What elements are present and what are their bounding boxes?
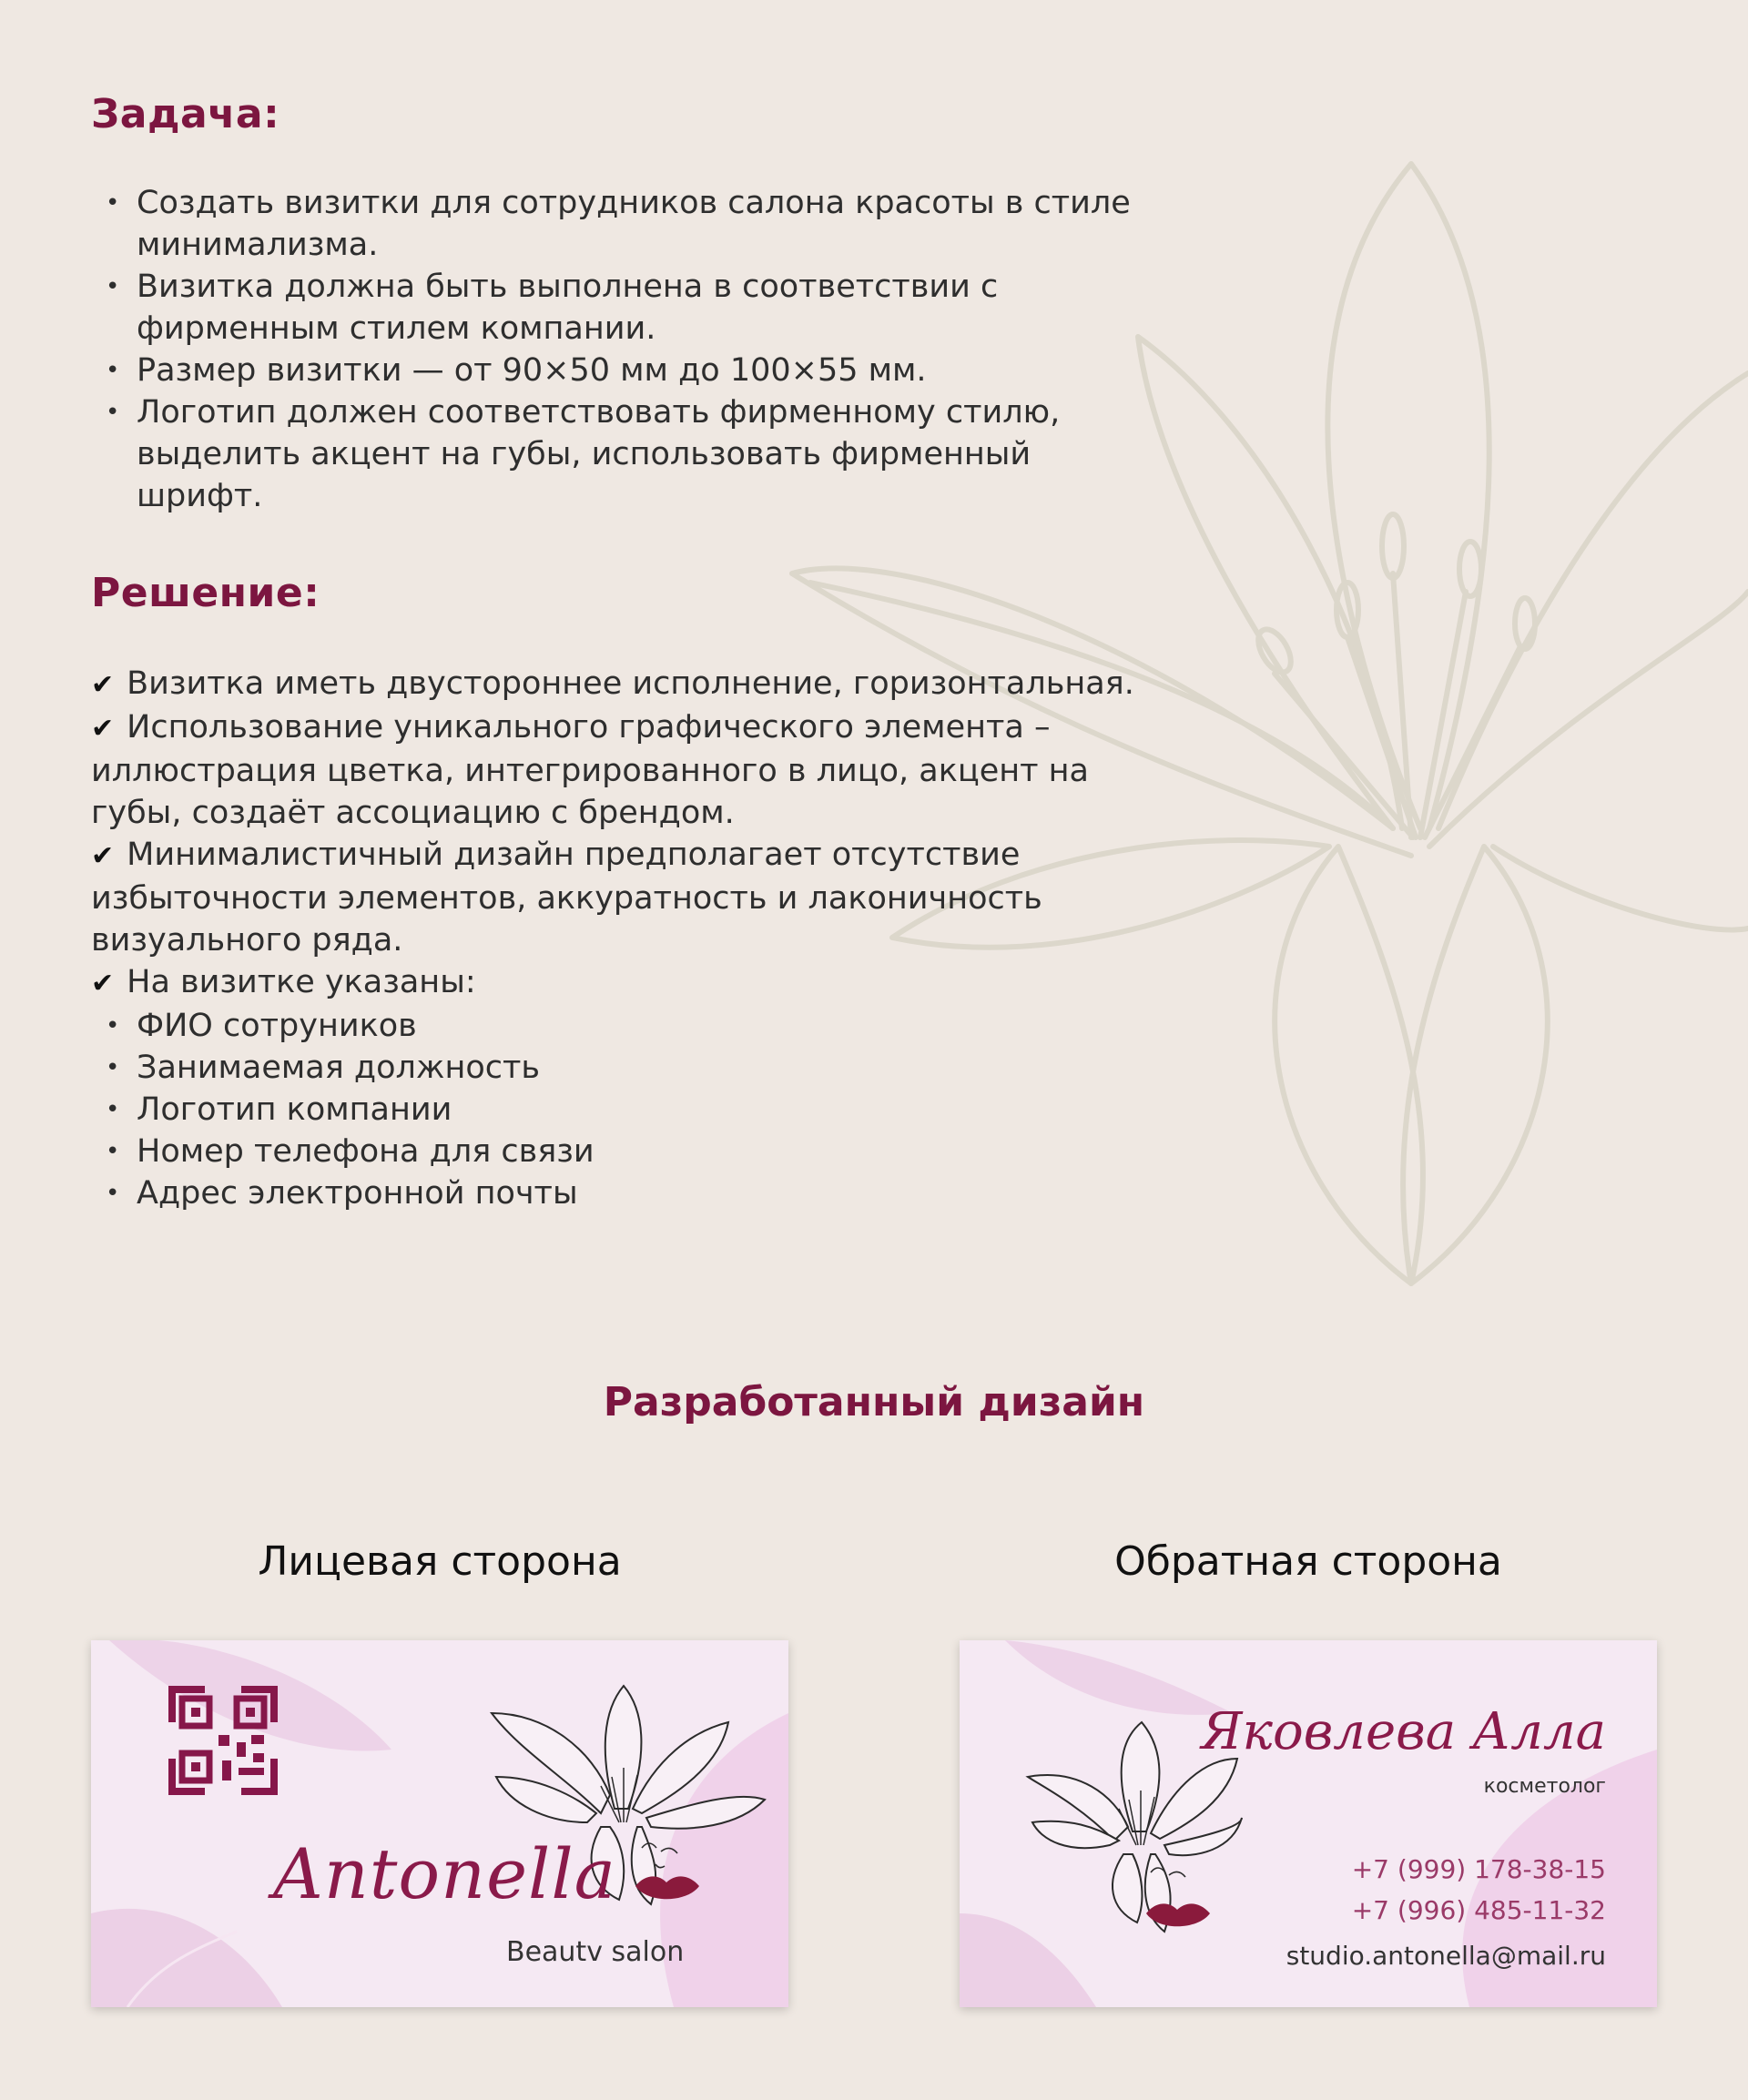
checkmark-icon: ✔ [91,713,115,745]
employee-role: косметолог [1483,1775,1606,1798]
solution-bullet: • Адрес электронной почты [91,1172,1147,1214]
phone-number-2: +7 (996) 485-11-32 [1351,1895,1606,1925]
task-item: • Логотип должен соответствовать фирменному стилю, выделить акцент на губы, использовать фирменный шрифт. [91,391,1147,517]
checkmark-icon: ✔ [91,840,115,872]
solution-bullet-list [91,1005,1147,1214]
brand-name: Antonella [273,1833,616,1914]
task-list [91,182,1147,517]
phone-number-1: +7 (999) 178-38-15 [1351,1854,1606,1884]
task-item: • Размер визитки — от 90×50 мм до 100×55 мм. [91,350,1147,391]
employee-name: Яковлева Алла [1201,1702,1606,1761]
solution-check-text: Использование уникального графического элемента – иллюстрация цветка, интегрированного в лицо, акцент на губы, создаёт ассоциацию с брендом. [91,709,1089,831]
brand-subtitle: Beautv salon [506,1936,685,1968]
solution-check-item [91,663,1147,706]
business-card-front [91,1640,788,2007]
business-card-back [960,1640,1657,2007]
task-list-block [91,182,1147,517]
solution-check-item [91,834,1147,961]
solution-block [91,663,1147,1214]
task-item: • Создать визитки для сотрудников салона красоты в стиле минимализма. [91,182,1147,266]
solution-bullet: • Номер телефона для связи [91,1131,1147,1172]
solution-check-text: Минималистичный дизайн предполагает отсутствие избыточности элементов, аккуратность и лаконичность визуального ряда. [91,837,1042,959]
front-side-label: Лицевая сторона [258,1538,622,1585]
solution-heading: Решение: [91,570,320,616]
checkmark-icon: ✔ [91,669,115,701]
solution-check-item [91,706,1147,834]
solution-check-text: Визитка иметь двустороннее исполнение, горизонтальная. [127,665,1134,702]
solution-check-text: На визитке указаны: [127,964,476,1000]
email-address: studio.antonella@mail.ru [1286,1941,1606,1971]
solution-check-item [91,961,1147,1005]
solution-bullet: • Логотип компании [91,1089,1147,1131]
task-item: • Визитка должна быть выполнена в соответствии с фирменным стилем компании. [91,266,1147,350]
solution-bullet: • ФИО сотруников [91,1005,1147,1047]
solution-bullet: • Занимаемая должность [91,1047,1147,1089]
task-heading: Задача: [91,91,280,137]
design-heading: Разработанный дизайн [603,1379,1145,1425]
back-side-label: Обратная сторона [1114,1538,1502,1585]
checkmark-icon: ✔ [91,968,115,999]
